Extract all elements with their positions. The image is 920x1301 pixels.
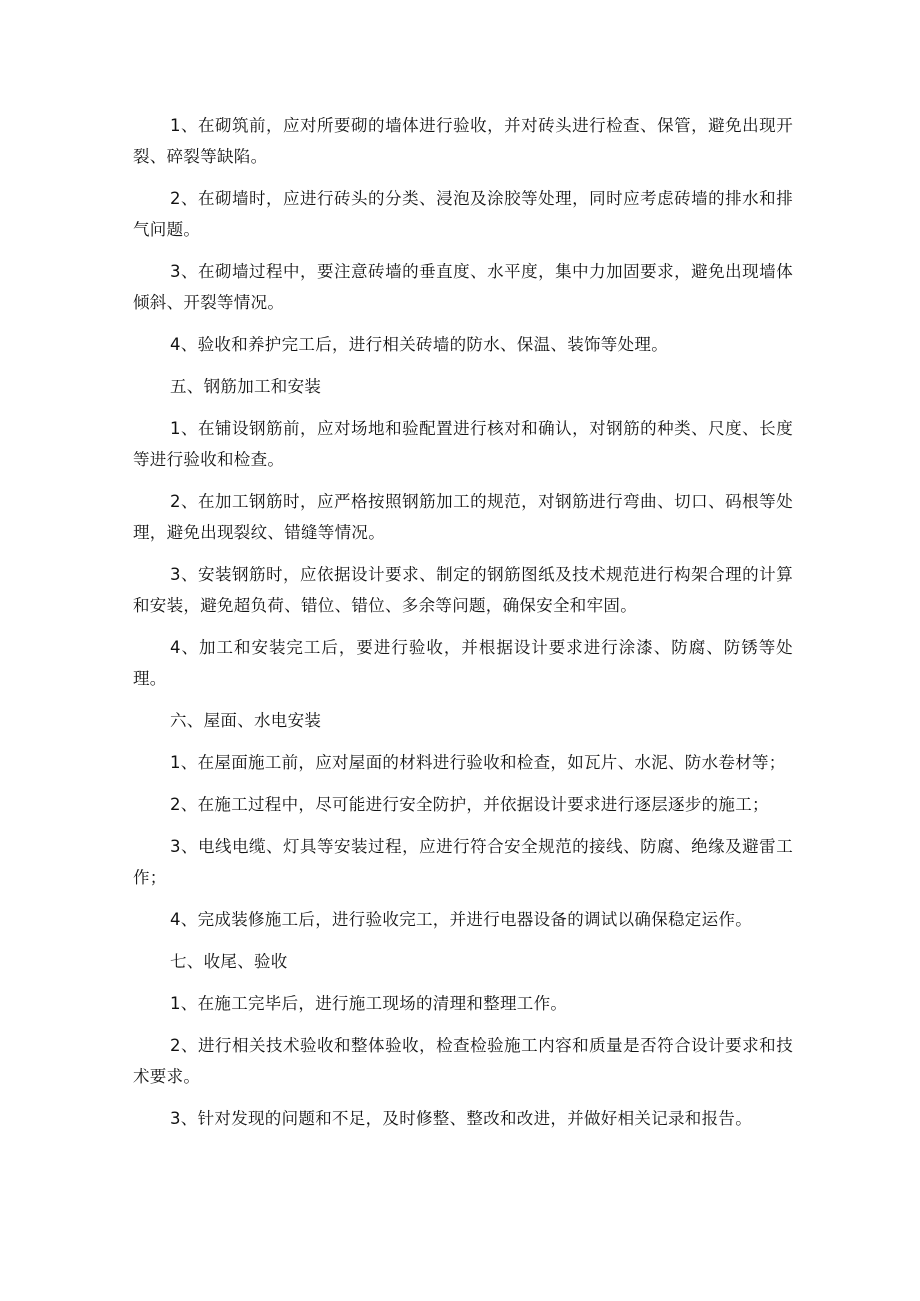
paragraph-final-3: 3、针对发现的问题和不足，及时修整、整改和改进，并做好相关记录和报告。 (170, 1109, 752, 1128)
section-heading-roof-electrical: 六、屋面、水电安装 (170, 711, 322, 730)
paragraph-brick-2: 2、在砌墙时，应进行砖头的分类、浸泡及涂胶等处理，同时应考虑砖墙的排水和排气问题。 (133, 189, 793, 239)
paragraph-brick-3: 3、在砌墙过程中，要注意砖墙的垂直度、水平度，集中力加固要求，避免出现墙体倾斜、开裂等情况。 (133, 262, 793, 312)
paragraph-roof-4: 4、完成装修施工后，进行验收完工，并进行电器设备的调试以确保稳定运作。 (170, 910, 752, 929)
section-heading-final-acceptance: 七、收尾、验收 (170, 952, 288, 971)
paragraph-brick-4: 4、验收和养护完工后，进行相关砖墙的防水、保温、装饰等处理。 (170, 335, 668, 354)
paragraph-rebar-3: 3、安装钢筋时，应依据设计要求、制定的钢筋图纸及技术规范进行构架合理的计算和安装，避免超负荷、错位、错位、多余等问题，确保安全和牢固。 (133, 565, 793, 615)
section-heading-rebar: 五、钢筋加工和安装 (170, 377, 322, 396)
paragraph-rebar-2: 2、在加工钢筋时，应严格按照钢筋加工的规范，对钢筋进行弯曲、切口、码根等处理，避免出现裂纹、错缝等情况。 (133, 492, 793, 542)
paragraph-rebar-4: 4、加工和安装完工后，要进行验收，并根据设计要求进行涂漆、防腐、防锈等处理。 (133, 638, 793, 688)
paragraph-final-2: 2、进行相关技术验收和整体验收，检查检验施工内容和质量是否符合设计要求和技术要求。 (133, 1036, 793, 1086)
paragraph-roof-2: 2、在施工过程中，尽可能进行安全防护，并依据设计要求进行逐层逐步的施工； (170, 795, 769, 814)
paragraph-roof-3: 3、电线电缆、灯具等安装过程，应进行符合安全规范的接线、防腐、绝缘及避雷工作； (133, 837, 793, 887)
paragraph-brick-1: 1、在砌筑前，应对所要砌的墙体进行验收，并对砖头进行检查、保管，避免出现开裂、碎裂等缺陷。 (133, 116, 793, 166)
paragraph-roof-1: 1、在屋面施工前，应对屋面的材料进行验收和检查，如瓦片、水泥、防水卷材等； (170, 753, 786, 772)
paragraph-rebar-1: 1、在铺设钢筋前，应对场地和验配置进行核对和确认，对钢筋的种类、尺度、长度等进行验收和检查。 (133, 419, 793, 469)
paragraph-final-1: 1、在施工完毕后，进行施工现场的清理和整理工作。 (170, 994, 568, 1013)
document-body (133, 110, 793, 1145)
